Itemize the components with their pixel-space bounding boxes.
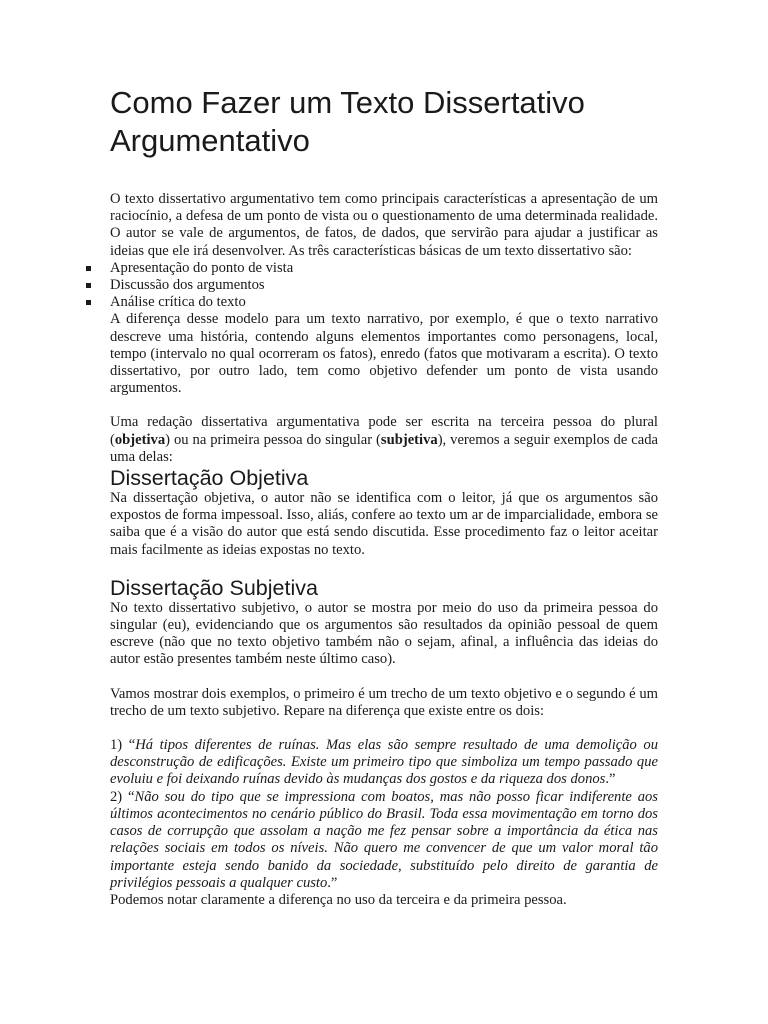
document-content [110, 84, 658, 909]
intro-paragraph: O texto dissertativo argumentativo tem como principais características a apresentação de um raciocínio, a defesa de um ponto de vista ou o questionamento de uma determinada realidade. O autor se vale de argumentos, de fatos, de dados, que servirão para ajudar a justificar as ideias que ele irá desenvolver. As três características básicas de um texto dissertativo são: [110, 191, 658, 259]
redacao-paragraph [110, 414, 658, 466]
redacao-part2: ) ou na primeira pessoa do singular ( [165, 431, 381, 448]
bullet-icon [86, 283, 91, 288]
section-heading-objetiva: Dissertação Objetiva [110, 466, 309, 491]
list-item-text: Análise crítica do texto [110, 294, 246, 311]
example-2-prefix: 2) “ [110, 788, 135, 805]
section-heading-subjetiva: Dissertação Subjetiva [110, 575, 318, 600]
redacao-part1: Uma redação dissertativa argumentativa pode ser escrita na terceira pessoa do plural ( [110, 414, 658, 448]
conclusion-paragraph: Podemos notar claramente a diferença no uso da terceira e da primeira pessoa. [110, 891, 567, 908]
redacao-bold-objetiva: objetiva [114, 431, 166, 448]
bullet-icon [86, 300, 91, 305]
example-1 [110, 737, 658, 789]
example-2-suffix: .” [327, 874, 338, 891]
redacao-bold-subjetiva: subjetiva [380, 431, 438, 448]
page-title-line2: Argumentativo [110, 123, 310, 158]
bullet-icon [86, 266, 91, 271]
redacao-part3: ), veremos a seguir exemplos de cada uma delas: [110, 431, 658, 465]
objetiva-paragraph: Na dissertação objetiva, o autor não se identifica com o leitor, já que os argumentos são expostos de forma impessoal. Isso, aliás, confere ao texto um ar de imparcialidade, embora se saiba que é a visão do autor que está sendo discutida. Esse procedimento faz o leitor aceitar mais facilmente as ideias expostas no texto. [110, 490, 658, 558]
list-item-text: Discussão dos argumentos [110, 277, 265, 294]
list-item [110, 294, 658, 311]
subjetiva-paragraph: No texto dissertativo subjetivo, o autor se mostra por meio do uso da primeira pessoa do singular (eu), evidenciando que os argumentos são resultados da opinião pessoal de quem escreve (não que no texto objetivo também não o sejam, afinal, a influência das ideias do autor estão presentes também neste último caso). [110, 599, 658, 668]
page-title [110, 84, 658, 160]
example-1-suffix: .” [605, 771, 616, 788]
list-item [110, 260, 658, 277]
example-1-prefix: 1) “ [110, 737, 136, 754]
example-2-text: Não sou do tipo que se impressiona com boatos, mas não posso ficar indiferente aos últimos acontecimentos no cenário público do Brasil. Toda essa movimentação em torno dos casos de corrupção que assolam a nação me fez pensar sobre a importância da ética nas relações sociais em todos os níveis. Não quero me convencer de que um valor moral tão importante esteja sendo banido da sociedade, substituído pelo direito de garantia de privilégios pessoais a qualquer custo [110, 788, 658, 891]
exemplos-intro-paragraph: Vamos mostrar dois exemplos, o primeiro é um trecho de um texto objetivo e o segundo é um trecho de um texto subjetivo. Repare na diferença que existe entre os dois: [110, 685, 658, 719]
narrative-paragraph: A diferença desse modelo para um texto narrativo, por exemplo, é que o texto narrativo descreve uma história, contendo alguns elementos importantes como personagens, local, tempo (intervalo no qual ocorreram os fatos), enredo (fatos que motivaram a escrita). O texto dissertativo, por outro lado, tem como objetivo defender um ponto de vista usando argumentos. [110, 311, 658, 397]
characteristics-list [110, 260, 658, 312]
page-title-line1: Como Fazer um Texto Dissertativo [110, 85, 585, 120]
list-item-text: Apresentação do ponto de vista [110, 259, 294, 276]
list-item [110, 277, 658, 294]
example-2 [110, 789, 658, 892]
example-1-text: Há tipos diferentes de ruínas. Mas elas são sempre resultado de uma demolição ou desconstrução de edificações. Existe um primeiro tipo que simboliza um tempo passado que evoluiu e foi deixando ruínas devido às mudanças dos gostos e da riqueza dos donos [110, 737, 658, 788]
